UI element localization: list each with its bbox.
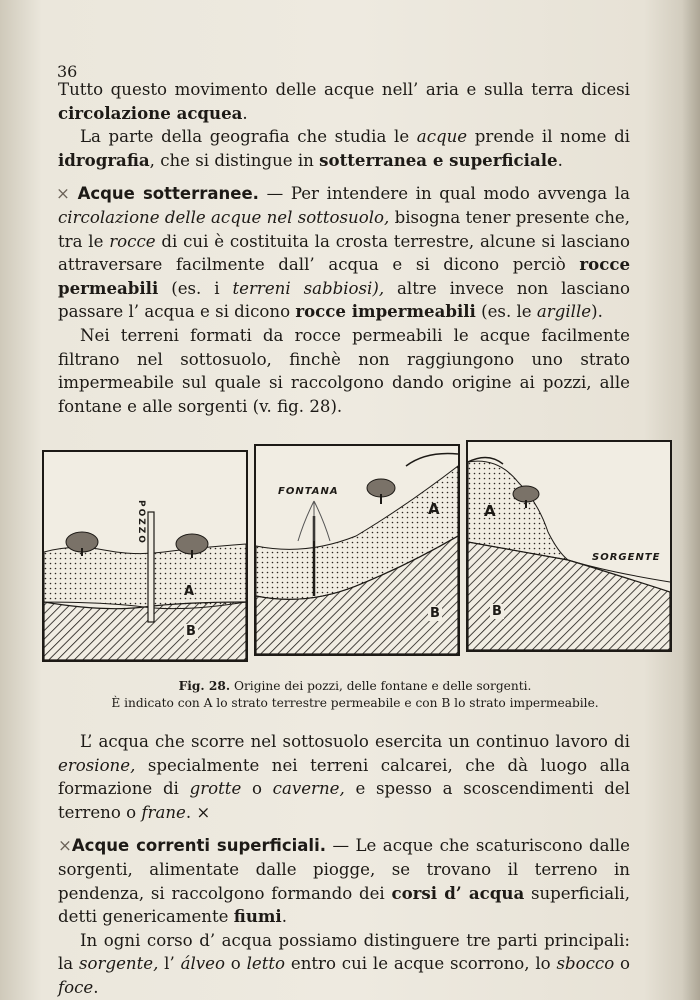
panel-pozzo xyxy=(42,450,248,662)
pencil-mark: × xyxy=(56,184,70,204)
section-acque-correnti: ×Acque correnti superficiali. — Le acque che scaturiscono dalle sorgenti, alimentate dalle piogge, se trovano il terreno in pendenza, si raccolgono formando dei corsi d’ acqua superficiali, detti genericamente fiumi. xyxy=(58,836,631,927)
label-layer-b: B xyxy=(492,604,502,619)
paragraph-idrografia: La parte della geografia che studia le acque prende il nome di idrografia, che si distingue in sotterranea e superficiale. xyxy=(58,127,630,170)
panel-fontana xyxy=(254,444,460,656)
top-text xyxy=(58,78,630,418)
panel-sorgente xyxy=(466,440,672,652)
label-layer-a: A xyxy=(184,584,195,599)
page-number: 36 xyxy=(57,62,78,81)
caption-line-2: È indicato con A lo strato terrestre permeabile e con B lo strato impermeabile. xyxy=(111,696,599,710)
paragraph-circolazione: Tutto questo movimento delle acque nell’ aria e sulla terra dicesi circolazione acquea. xyxy=(58,80,630,123)
figure-caption xyxy=(60,678,650,712)
paragraph-corso-acqua: In ogni corso d’ acqua possiamo distinguere tre parti principali: la sorgente, l’ álveo o letto entro cui le acque scorrono, lo sbocco o foce. xyxy=(58,930,631,997)
label-layer-a: A xyxy=(428,500,440,518)
page-edge-shadow xyxy=(682,0,700,1000)
figure-28 xyxy=(42,440,672,665)
caption-line-1: Fig. 28. Origine dei pozzi, delle fontane e delle sorgenti. xyxy=(178,679,532,693)
label-layer-a: A xyxy=(484,502,496,520)
label-layer-b: B xyxy=(186,624,196,639)
paragraph-rocce-permeabili: Nei terreni formati da rocce permeabili le acque facilmente filtrano nel sottosuolo, finchè non raggiungono uno strato impermeabile sul quale si raccolgono dando origine ai pozzi, alle fontane e alle sorgenti (v. fig. 28). xyxy=(58,325,630,416)
label-fontana: FONTANA xyxy=(278,486,339,497)
paragraph-erosione: L’ acqua che scorre nel sottosuolo esercita un continuo lavoro di erosione, specialmente nei terreni calcarei, che dà luogo alla formazione di grotte o caverne, e spesso a scoscendimenti del terreno o frane. × xyxy=(58,732,630,822)
bottom-text xyxy=(58,730,630,1000)
section-heading: Acque sotterranee. xyxy=(77,184,259,204)
label-layer-b: B xyxy=(430,606,440,621)
section-heading: Acque correnti superficiali. xyxy=(71,836,327,856)
label-sorgente: SORGENTE xyxy=(592,552,661,563)
pencil-mark: × xyxy=(58,836,72,856)
label-pozzo: POZZO xyxy=(136,500,146,545)
section-acque-sotterranee: × Acque sotterranee. — Per intendere in qual modo avvenga la circolazione delle acque nel sottosuolo, bisogna tener presente che, tra le rocce di cui è costituita la crosta terrestre, alcune si lasciano attraversare facilmente dall’ acqua e si dicono perciò rocce permeabili (es. i terreni sabbiosi), altre invece non lasciano passare l’ acqua e si dicono rocce impermeabili (es. le argille). xyxy=(56,184,631,322)
